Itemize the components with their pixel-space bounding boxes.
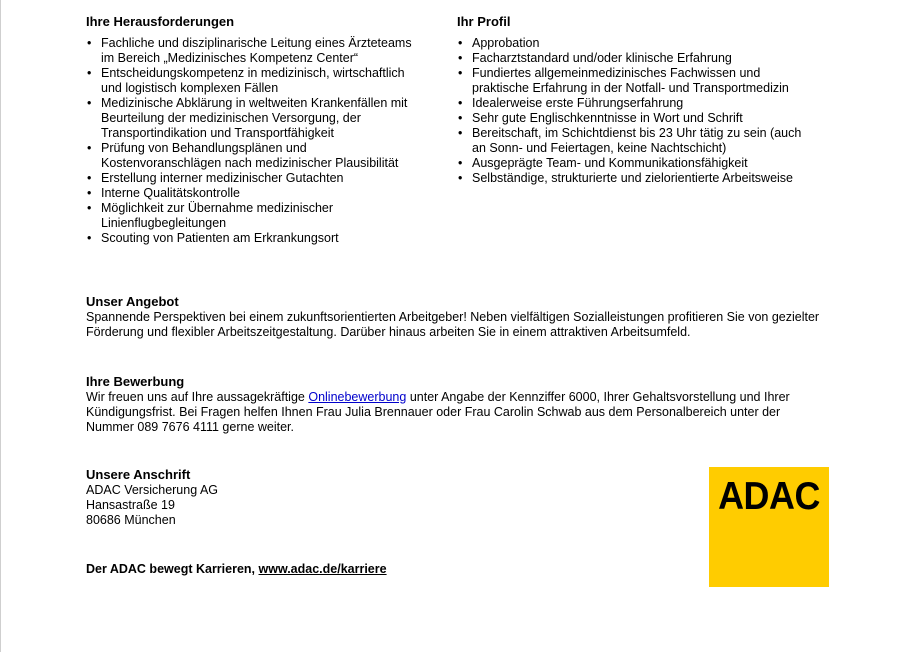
address-city: 80686 München	[86, 513, 176, 527]
challenges-list	[86, 36, 426, 246]
list-item: • Interne Qualitätskontrolle	[86, 186, 426, 201]
list-item: • Ausgeprägte Team- und Kommunikationsfähigkeit	[457, 156, 802, 171]
application-text	[86, 390, 826, 435]
adac-logo-text: ADAC	[718, 475, 820, 518]
offer-section	[86, 294, 826, 340]
address-street: Hansastraße 19	[86, 498, 175, 512]
profile-column	[457, 14, 802, 186]
list-item: • Facharztstandard und/oder klinische Erfahrung	[457, 51, 802, 66]
list-item: • Idealerweise erste Führungserfahrung	[457, 96, 802, 111]
list-item: • Erstellung interner medizinischer Gutachten	[86, 171, 426, 186]
page-left-border	[0, 0, 1, 652]
offer-text: Spannende Perspektiven bei einem zukunftsorientierten Arbeitgeber! Neben vielfältigen Sozialleistungen profitieren Sie von gezielter Förderung und flexibler Arbeitszeitgestaltung. Darüber hinaus arbeiten Sie in einem attraktiven Arbeitsumfeld.	[86, 310, 820, 339]
list-item: • Scouting von Patienten am Erkrankungsort	[86, 231, 426, 246]
challenges-heading: Ihre Herausforderungen	[86, 14, 235, 29]
profile-list	[457, 36, 802, 186]
address-heading: Unsere Anschrift	[86, 467, 191, 482]
adac-logo	[709, 467, 829, 587]
list-item: • Fundiertes allgemeinmedizinisches Fachwissen und praktische Erfahrung in der Notfall- und Transportmedizin	[457, 66, 802, 96]
address-company: ADAC Versicherung AG	[86, 483, 219, 497]
list-item: • Fachliche und disziplinarische Leitung eines Ärzteteams im Bereich „Medizinisches Kompetenz Center“	[86, 36, 426, 66]
list-item: • Prüfung von Behandlungsplänen und Kostenvoranschlägen nach medizinischer Plausibilität	[86, 141, 426, 171]
list-item: • Bereitschaft, im Schichtdienst bis 23 Uhr tätig zu sein (auch an Sonn- und Feiertagen, keine Nachtschicht)	[457, 126, 802, 156]
list-item: • Sehr gute Englischkenntnisse in Wort und Schrift	[457, 111, 802, 126]
list-item: • Entscheidungskompetenz in medizinisch, wirtschaftlich und logistisch komplexen Fällen	[86, 66, 426, 96]
footer-text: Der ADAC bewegt Karrieren,	[86, 562, 259, 576]
online-application-link[interactable]: Onlinebewerbung	[308, 390, 407, 404]
offer-heading: Unser Angebot	[86, 294, 179, 309]
application-text-after: unter Angabe der Kennziffer 6000, Ihrer Gehaltsvorstellung und Ihrer Kündigungsfrist. Bei Fragen helfen Ihnen Frau Julia Brennauer oder Frau Carolin Schwab aus dem Personalbereich unter der Nummer 089 7676 4111 gerne weiter.	[86, 390, 790, 434]
application-heading: Ihre Bewerbung	[86, 374, 185, 389]
list-item: • Medizinische Abklärung in weltweiten Krankenfällen mit Beurteilung der medizinischen Versorgung, der Transportindikation und Transportfähigkeit	[86, 96, 426, 141]
list-item: • Approbation	[457, 36, 802, 51]
list-item: • Möglichkeit zur Übernahme medizinischer Linienflugbegleitungen	[86, 201, 426, 231]
application-text-before: Wir freuen uns auf Ihre aussagekräftige	[86, 390, 309, 404]
challenges-column	[86, 14, 426, 246]
application-section	[86, 374, 826, 435]
list-item: • Selbständige, strukturierte und zielorientierte Arbeitsweise	[457, 171, 802, 186]
career-link[interactable]: www.adac.de/karriere	[258, 562, 387, 576]
profile-heading: Ihr Profil	[457, 14, 511, 29]
